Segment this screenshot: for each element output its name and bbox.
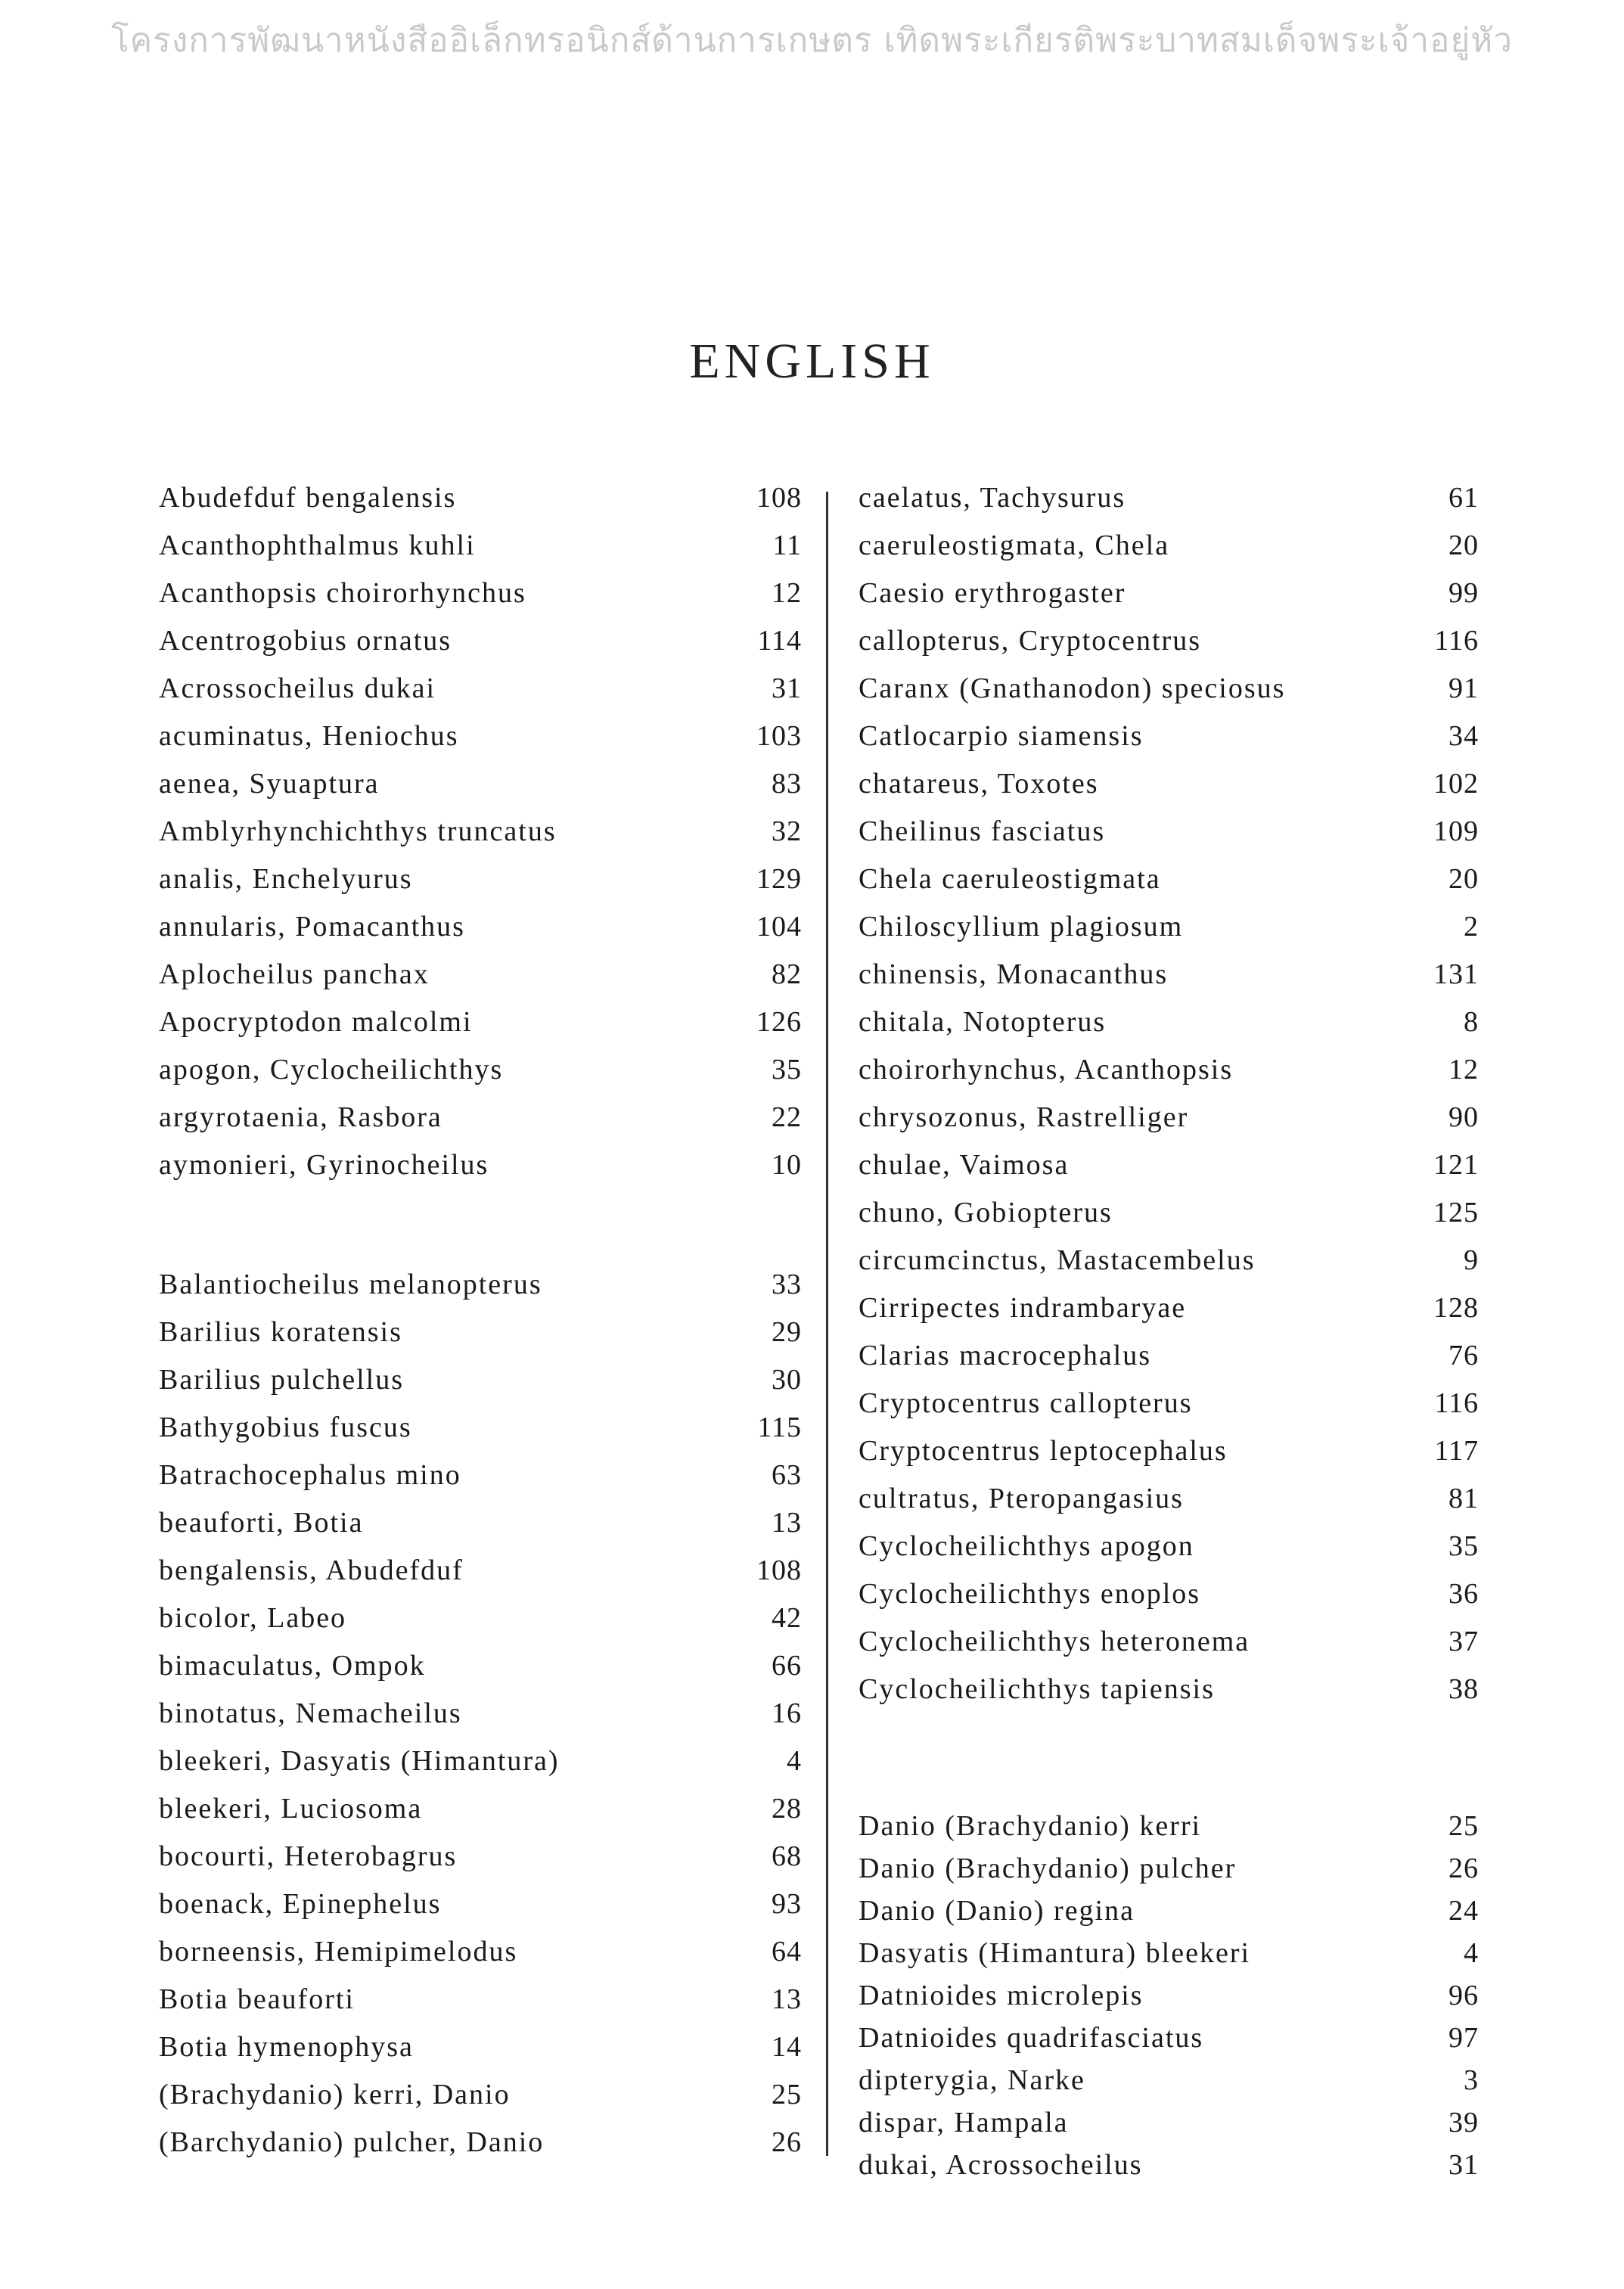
index-entry bbox=[159, 1983, 802, 2030]
index-entry bbox=[159, 1744, 802, 1792]
species-name: dispar, Hampala bbox=[859, 2107, 1069, 2138]
index-entry bbox=[159, 481, 802, 529]
species-name: Barilius koratensis bbox=[159, 1316, 402, 1348]
index-entry bbox=[859, 1148, 1479, 1196]
page-number: 38 bbox=[1449, 1673, 1479, 1705]
page-number: 26 bbox=[1449, 1853, 1479, 1884]
species-name: Balantiocheilus melanopterus bbox=[159, 1269, 542, 1300]
species-name: chinensis, Monacanthus bbox=[859, 958, 1169, 990]
species-name: bocourti, Heterobagrus bbox=[159, 1840, 458, 1872]
page-number: 39 bbox=[1449, 2107, 1479, 2138]
index-entry bbox=[159, 1601, 802, 1649]
index-entry bbox=[859, 1196, 1479, 1244]
index-group-d bbox=[859, 1809, 1479, 2191]
species-name: Barilius pulchellus bbox=[159, 1364, 405, 1396]
index-entry bbox=[159, 815, 802, 862]
index-entry bbox=[859, 2064, 1479, 2106]
page-number: 76 bbox=[1449, 1340, 1479, 1371]
index-entry bbox=[859, 815, 1479, 862]
species-name: chrysozonus, Rastrelliger bbox=[859, 1101, 1189, 1133]
page-title: ENGLISH bbox=[689, 334, 935, 389]
species-name: annularis, Pomacanthus bbox=[159, 911, 465, 943]
page-number: 121 bbox=[1433, 1149, 1479, 1181]
page-number: 90 bbox=[1449, 1101, 1479, 1133]
index-entry bbox=[159, 862, 802, 910]
index-entry bbox=[159, 1697, 802, 1744]
index-entry bbox=[159, 1935, 802, 1983]
page-number: 8 bbox=[1464, 1006, 1479, 1038]
species-name: Cheilinus fasciatus bbox=[859, 815, 1106, 847]
index-entry bbox=[159, 1363, 802, 1411]
species-name: (Brachydanio) kerri, Danio bbox=[159, 2079, 511, 2110]
index-entry bbox=[859, 1482, 1479, 1530]
index-entry bbox=[859, 1936, 1479, 1979]
index-entry bbox=[159, 1053, 802, 1101]
species-name: circumcinctus, Mastacembelus bbox=[859, 1244, 1256, 1276]
species-name: borneensis, Hemipimelodus bbox=[159, 1936, 518, 1968]
index-entry bbox=[859, 1809, 1479, 1852]
species-name: Danio (Brachydanio) kerri bbox=[859, 1810, 1202, 1842]
page-number: 36 bbox=[1449, 1578, 1479, 1610]
index-entry bbox=[159, 2126, 802, 2173]
page-number: 64 bbox=[772, 1936, 802, 1968]
species-name: cultratus, Pteropangasius bbox=[859, 1483, 1184, 1514]
page-number: 116 bbox=[1434, 625, 1479, 657]
species-name: chitala, Notopterus bbox=[859, 1006, 1107, 1038]
page-number: 20 bbox=[1449, 530, 1479, 561]
page-number: 96 bbox=[1449, 1980, 1479, 2011]
species-name: chulae, Vaimosa bbox=[859, 1149, 1070, 1181]
index-entry bbox=[159, 1887, 802, 1935]
species-name: bleekeri, Dasyatis (Himantura) bbox=[159, 1745, 560, 1777]
page-number: 91 bbox=[1449, 672, 1479, 704]
index-entry bbox=[159, 1411, 802, 1458]
index-entry bbox=[859, 1005, 1479, 1053]
species-name: boenack, Epinephelus bbox=[159, 1888, 442, 1920]
species-name: Cryptocentrus callopterus bbox=[859, 1387, 1193, 1419]
page-number: 97 bbox=[1449, 2022, 1479, 2054]
index-entry bbox=[159, 1792, 802, 1840]
page-number: 34 bbox=[1449, 720, 1479, 752]
index-entry bbox=[859, 1625, 1479, 1672]
group-spacer bbox=[859, 1720, 1479, 1809]
species-name: Chiloscyllium plagiosum bbox=[859, 911, 1184, 943]
species-name: Bathygobius fuscus bbox=[159, 1412, 412, 1443]
index-entry bbox=[159, 576, 802, 624]
page-number: 117 bbox=[1434, 1435, 1479, 1467]
page-number: 103 bbox=[756, 720, 802, 752]
index-entry bbox=[859, 1387, 1479, 1434]
index-entry bbox=[159, 672, 802, 719]
species-name: Danio (Brachydanio) pulcher bbox=[859, 1853, 1237, 1884]
species-name: (Barchydanio) pulcher, Danio bbox=[159, 2126, 545, 2158]
index-entry bbox=[159, 624, 802, 672]
page-number: 12 bbox=[772, 577, 802, 609]
page-number: 128 bbox=[1433, 1292, 1479, 1324]
species-name: Aplocheilus panchax bbox=[159, 958, 430, 990]
index-entry bbox=[859, 767, 1479, 815]
page-number: 4 bbox=[787, 1745, 802, 1777]
page-number: 10 bbox=[772, 1149, 802, 1181]
index-entry bbox=[859, 529, 1479, 576]
page-number: 129 bbox=[756, 863, 802, 895]
index-entry bbox=[159, 1458, 802, 1506]
species-name: apogon, Cyclocheilichthys bbox=[159, 1054, 504, 1085]
page-number: 22 bbox=[772, 1101, 802, 1133]
page-number: 109 bbox=[1433, 815, 1479, 847]
page-number: 115 bbox=[757, 1412, 802, 1443]
group-spacer bbox=[159, 1196, 802, 1268]
watermark-text: โครงการพัฒนาหนังสืออิเล็กทรอนิกส์ด้านการเกษตร เทิดพระเกียรติพระบาทสมเด็จพระเจ้าอยู่หัว bbox=[111, 21, 1513, 60]
index-entry bbox=[159, 767, 802, 815]
index-entry bbox=[859, 2148, 1479, 2191]
species-name: Datnioides microlepis bbox=[859, 1980, 1144, 2011]
species-name: bleekeri, Luciosoma bbox=[159, 1793, 423, 1825]
index-entry bbox=[159, 2078, 802, 2126]
species-name: Acanthophthalmus kuhli bbox=[159, 530, 476, 561]
page-number: 83 bbox=[772, 768, 802, 800]
page-number: 25 bbox=[1449, 1810, 1479, 1842]
page-number: 26 bbox=[772, 2126, 802, 2158]
page-number: 126 bbox=[756, 1006, 802, 1038]
page-number: 9 bbox=[1464, 1244, 1479, 1276]
index-entry bbox=[859, 1339, 1479, 1387]
index-entry bbox=[859, 1101, 1479, 1148]
page-number: 102 bbox=[1433, 768, 1479, 800]
index-entry bbox=[159, 529, 802, 576]
page-number: 99 bbox=[1449, 577, 1479, 609]
page-number: 42 bbox=[772, 1602, 802, 1634]
column-divider bbox=[826, 492, 828, 2156]
page-number: 61 bbox=[1449, 482, 1479, 514]
species-name: Botia hymenophysa bbox=[159, 2031, 414, 2063]
species-name: chuno, Gobiopterus bbox=[859, 1197, 1113, 1228]
page-number: 131 bbox=[1433, 958, 1479, 990]
index-column-left bbox=[159, 481, 802, 2173]
page-number: 82 bbox=[772, 958, 802, 990]
page-number: 29 bbox=[772, 1316, 802, 1348]
species-name: bimaculatus, Ompok bbox=[159, 1650, 426, 1682]
species-name: aenea, Syuaptura bbox=[159, 768, 380, 800]
index-entry bbox=[859, 624, 1479, 672]
species-name: dipterygia, Narke bbox=[859, 2064, 1085, 2096]
index-entry bbox=[159, 910, 802, 958]
species-name: Cirripectes indrambaryae bbox=[859, 1292, 1187, 1324]
species-name: Cryptocentrus leptocephalus bbox=[859, 1435, 1228, 1467]
species-name: Dasyatis (Himantura) bleekeri bbox=[859, 1937, 1251, 1969]
index-entry bbox=[859, 2106, 1479, 2148]
page-number: 93 bbox=[772, 1888, 802, 1920]
page-number: 13 bbox=[772, 1983, 802, 2015]
species-name: Amblyrhynchichthys truncatus bbox=[159, 815, 557, 847]
index-entry bbox=[159, 1554, 802, 1601]
index-entry bbox=[859, 1852, 1479, 1894]
index-entry bbox=[859, 910, 1479, 958]
species-name: beauforti, Botia bbox=[159, 1507, 364, 1539]
page-number: 31 bbox=[772, 672, 802, 704]
species-name: acuminatus, Heniochus bbox=[159, 720, 459, 752]
index-entry bbox=[159, 1148, 802, 1196]
species-name: binotatus, Nemacheilus bbox=[159, 1697, 462, 1729]
index-entry bbox=[859, 1434, 1479, 1482]
index-entry bbox=[859, 1672, 1479, 1720]
page-number: 104 bbox=[756, 911, 802, 943]
species-name: Batrachocephalus mino bbox=[159, 1459, 461, 1491]
index-entry bbox=[859, 1530, 1479, 1577]
species-name: Catlocarpio siamensis bbox=[859, 720, 1144, 752]
page-number: 24 bbox=[1449, 1895, 1479, 1927]
index-entry bbox=[159, 1506, 802, 1554]
page-number: 12 bbox=[1449, 1054, 1479, 1085]
index-group-b bbox=[159, 1268, 802, 2173]
index-entry bbox=[859, 719, 1479, 767]
page-number: 37 bbox=[1449, 1626, 1479, 1657]
species-name: Acrossocheilus dukai bbox=[159, 672, 436, 704]
page-number: 4 bbox=[1464, 1937, 1479, 1969]
page-number: 108 bbox=[756, 1554, 802, 1586]
index-entry bbox=[859, 672, 1479, 719]
species-name: caelatus, Tachysurus bbox=[859, 482, 1126, 514]
page-number: 81 bbox=[1449, 1483, 1479, 1514]
page-number: 66 bbox=[772, 1650, 802, 1682]
species-name: caeruleostigmata, Chela bbox=[859, 530, 1170, 561]
species-name: Acentrogobius ornatus bbox=[159, 625, 452, 657]
index-entry bbox=[859, 1979, 1479, 2021]
species-name: Caranx (Gnathanodon) speciosus bbox=[859, 672, 1286, 704]
species-name: Danio (Danio) regina bbox=[859, 1895, 1135, 1927]
species-name: bengalensis, Abudefduf bbox=[159, 1554, 464, 1586]
species-name: Caesio erythrogaster bbox=[859, 577, 1126, 609]
index-entry bbox=[159, 1649, 802, 1697]
index-entry bbox=[859, 481, 1479, 529]
index-entry bbox=[159, 719, 802, 767]
page-number: 63 bbox=[772, 1459, 802, 1491]
species-name: chatareus, Toxotes bbox=[859, 768, 1099, 800]
page-number: 13 bbox=[772, 1507, 802, 1539]
index-group-c bbox=[859, 481, 1479, 1720]
index-entry bbox=[859, 1577, 1479, 1625]
species-name: Cyclocheilichthys tapiensis bbox=[859, 1673, 1215, 1705]
index-entry bbox=[859, 1291, 1479, 1339]
species-name: argyrotaenia, Rasbora bbox=[159, 1101, 442, 1133]
species-name: choirorhynchus, Acanthopsis bbox=[859, 1054, 1234, 1085]
species-name: Cyclocheilichthys enoplos bbox=[859, 1578, 1201, 1610]
page-number: 125 bbox=[1433, 1197, 1479, 1228]
page-number: 108 bbox=[756, 482, 802, 514]
species-name: analis, Enchelyurus bbox=[159, 863, 413, 895]
page-number: 20 bbox=[1449, 863, 1479, 895]
index-entry bbox=[859, 2021, 1479, 2064]
page-number: 16 bbox=[772, 1697, 802, 1729]
index-group-a bbox=[159, 481, 802, 1196]
index-entry bbox=[159, 1840, 802, 1887]
species-name: aymonieri, Gyrinocheilus bbox=[159, 1149, 489, 1181]
page-number: 31 bbox=[1449, 2149, 1479, 2181]
page-number: 25 bbox=[772, 2079, 802, 2110]
species-name: dukai, Acrossocheilus bbox=[859, 2149, 1143, 2181]
index-entry bbox=[859, 862, 1479, 910]
species-name: callopterus, Cryptocentrus bbox=[859, 625, 1202, 657]
index-entry bbox=[859, 576, 1479, 624]
index-entry bbox=[159, 958, 802, 1005]
species-name: Acanthopsis choirorhynchus bbox=[159, 577, 526, 609]
species-name: Cyclocheilichthys heteronema bbox=[859, 1626, 1250, 1657]
page-number: 30 bbox=[772, 1364, 802, 1396]
page-number: 32 bbox=[772, 815, 802, 847]
page-number: 3 bbox=[1464, 2064, 1479, 2096]
species-name: Datnioides quadrifasciatus bbox=[859, 2022, 1204, 2054]
page-number: 35 bbox=[1449, 1530, 1479, 1562]
page-number: 14 bbox=[772, 2031, 802, 2063]
species-name: Cyclocheilichthys apogon bbox=[859, 1530, 1194, 1562]
species-name: Chela caeruleostigmata bbox=[859, 863, 1161, 895]
index-entry bbox=[859, 958, 1479, 1005]
index-entry bbox=[159, 1101, 802, 1148]
species-name: Abudefduf bengalensis bbox=[159, 482, 457, 514]
index-entry bbox=[159, 1268, 802, 1315]
species-name: Clarias macrocephalus bbox=[859, 1340, 1152, 1371]
index-entry bbox=[859, 1244, 1479, 1291]
page-number: 2 bbox=[1464, 911, 1479, 943]
index-entry bbox=[159, 2030, 802, 2078]
index-entry bbox=[859, 1894, 1479, 1936]
index-entry bbox=[159, 1005, 802, 1053]
page-number: 68 bbox=[772, 1840, 802, 1872]
page-number: 11 bbox=[772, 530, 802, 561]
page-number: 114 bbox=[757, 625, 802, 657]
species-name: bicolor, Labeo bbox=[159, 1602, 347, 1634]
index-entry bbox=[859, 1053, 1479, 1101]
species-name: Botia beauforti bbox=[159, 1983, 355, 2015]
species-name: Apocryptodon malcolmi bbox=[159, 1006, 473, 1038]
page-number: 28 bbox=[772, 1793, 802, 1825]
index-entry bbox=[159, 1315, 802, 1363]
page-number: 116 bbox=[1434, 1387, 1479, 1419]
index-column-right bbox=[859, 481, 1479, 2191]
page-number: 33 bbox=[772, 1269, 802, 1300]
page-number: 35 bbox=[772, 1054, 802, 1085]
